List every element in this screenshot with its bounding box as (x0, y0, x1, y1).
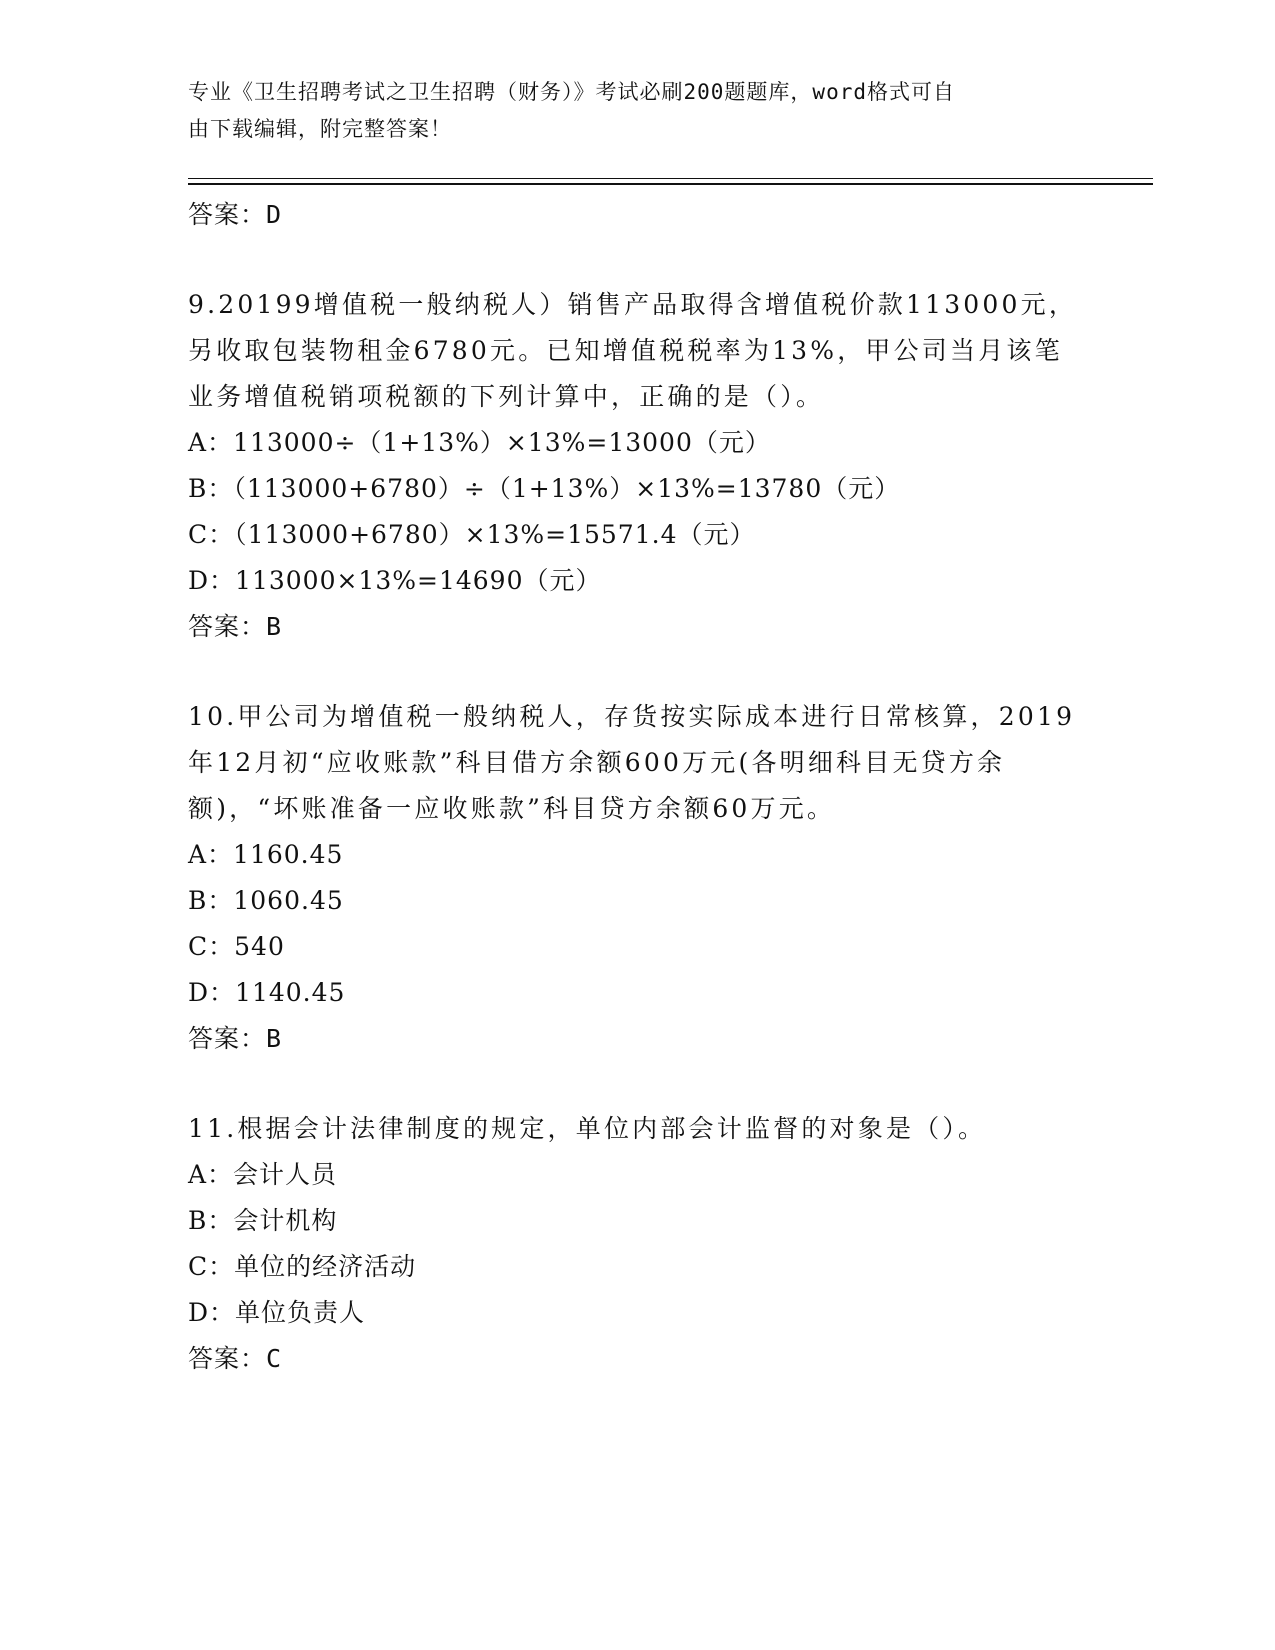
question-9-option-a: A：113000÷（1+13%）×13%=13000（元） (188, 428, 771, 457)
header-divider-thick (188, 183, 1153, 185)
question-9-answer: 答案：B (188, 612, 283, 641)
question-10-answer: 答案：B (188, 1024, 283, 1053)
header-line-2: 由下载编辑，附完整答案！ (188, 117, 452, 141)
question-9-option-d: D：113000×13%=14690（元） (188, 566, 602, 595)
question-11 (188, 1106, 1088, 1382)
question-10-line-2: 年12月初“应收账款”科目借方余额600万元(各明细科目无贷方余 (188, 748, 1006, 777)
question-9-line-1: 9.20199增值税一般纳税人）销售产品取得含增值税价款113000元， (188, 290, 1078, 319)
question-10-line-1: 10.甲公司为增值税一般纳税人，存货按实际成本进行日常核算，2019 (188, 702, 1076, 731)
question-11-answer: 答案：C (188, 1344, 283, 1373)
document-header (188, 74, 1068, 148)
document-body (188, 192, 1088, 1382)
question-10-option-b: B：1060.45 (188, 886, 344, 915)
question-11-option-b: B：会计机构 (188, 1206, 338, 1235)
question-9-option-c: C：（113000+6780）×13%=15571.4（元） (188, 520, 756, 549)
question-10-option-d: D：1140.45 (188, 978, 346, 1007)
question-10 (188, 694, 1088, 1062)
question-11-line-1: 11.根据会计法律制度的规定，单位内部会计监督的对象是（）。 (188, 1114, 987, 1143)
question-10-option-c: C：540 (188, 932, 285, 961)
header-divider-thin (188, 178, 1153, 179)
question-11-option-a: A：会计人员 (188, 1160, 338, 1189)
previous-answer: 答案：D (188, 200, 283, 229)
question-9 (188, 282, 1088, 650)
question-10-line-3: 额)，“坏账准备一应收账款”科目贷方余额60万元。 (188, 794, 836, 823)
question-9-option-b: B：（113000+6780）÷（1+13%）×13%=13780（元） (188, 474, 901, 503)
question-11-option-c: C：单位的经济活动 (188, 1252, 417, 1281)
question-9-line-3: 业务增值税销项税额的下列计算中，正确的是（）。 (188, 382, 825, 411)
question-9-line-2: 另收取包装物租金6780元。已知增值税税率为13%，甲公司当月该笔 (188, 336, 1063, 365)
header-line-1: 专业《卫生招聘考试之卫生招聘（财务）》考试必刷200题题库，word格式可自 (188, 80, 955, 104)
question-10-option-a: A：1160.45 (188, 840, 344, 869)
question-11-option-d: D：单位负责人 (188, 1298, 366, 1327)
